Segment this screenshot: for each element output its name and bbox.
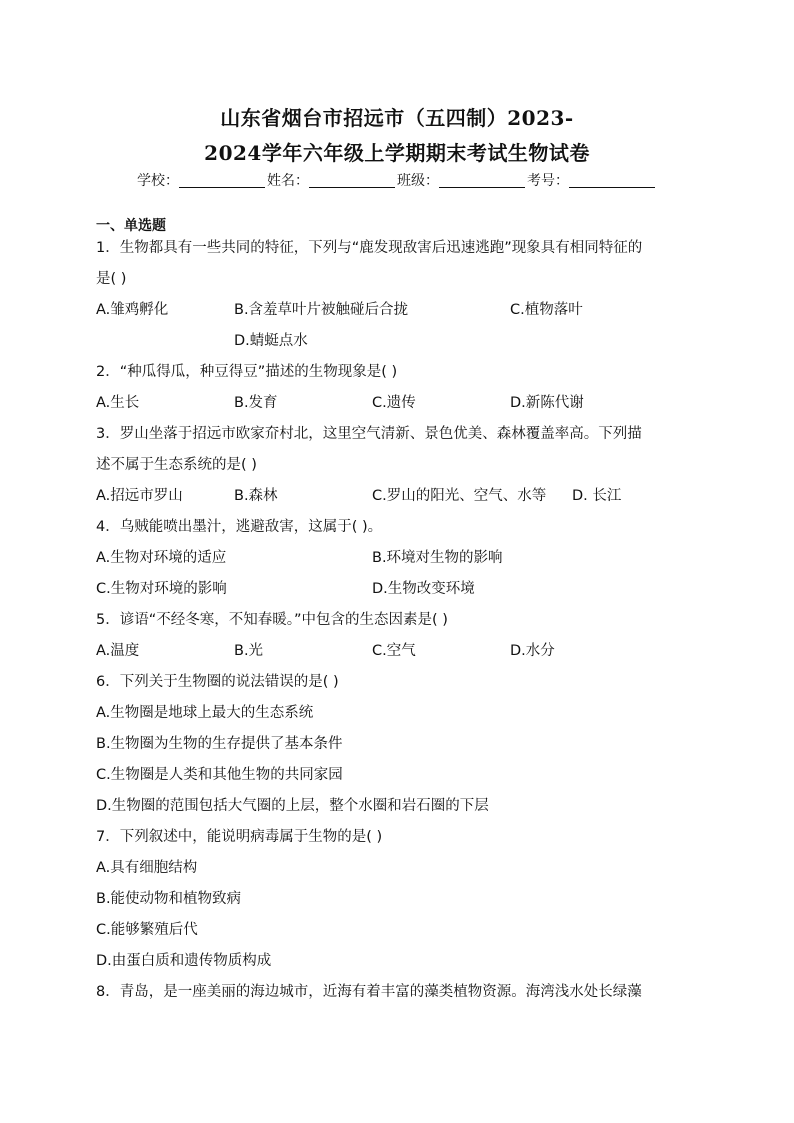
question-3-option-a: A.招远市罗山 bbox=[96, 488, 183, 504]
name-label: 姓名： bbox=[267, 173, 309, 189]
question-1-option-c: C.植物落叶 bbox=[510, 302, 583, 318]
question-7-option-c: C.能够繁殖后代 bbox=[96, 922, 198, 938]
question-6-option-b: B.生物圈为生物的生存提供了基本条件 bbox=[96, 736, 343, 752]
question-3-line-1: 3．罗山坐落于招远市欧家夼村北，这里空气清新、景色优美、森林覆盖率高。下列描 bbox=[96, 426, 642, 442]
name-blank[interactable] bbox=[309, 173, 395, 188]
question-6-line-1: 6．下列关于生物圈的说法错误的是( ) bbox=[96, 674, 339, 690]
school-blank[interactable] bbox=[179, 173, 265, 188]
question-1-option-d: D.蜻蜓点水 bbox=[234, 333, 308, 349]
question-4-line-1: 4．乌贼能喷出墨汁，逃避敌害，这属于( )。 bbox=[96, 519, 383, 535]
question-5-option-c: C.空气 bbox=[372, 643, 416, 659]
question-6-option-c: C.生物圈是人类和其他生物的共同家园 bbox=[96, 767, 343, 783]
question-5-option-a: A.温度 bbox=[96, 643, 140, 659]
question-7-option-a: A.具有细胞结构 bbox=[96, 860, 198, 876]
question-3-option-c: C.罗山的阳光、空气、水等 bbox=[372, 488, 547, 504]
exam-title-line-1: 山东省烟台市招远市（五四制）2023- bbox=[220, 106, 574, 130]
question-2-option-d: D.新陈代谢 bbox=[510, 395, 584, 411]
student-info-line bbox=[0, 170, 794, 190]
question-2-option-a: A.生长 bbox=[96, 395, 140, 411]
question-1-line-1: 1．生物都具有一些共同的特征，下列与“鹿发现敌害后迅速逃跑”现象具有相同特征的 bbox=[96, 240, 643, 256]
question-7-line-1: 7．下列叙述中，能说明病毒属于生物的是( ) bbox=[96, 829, 383, 845]
question-1-option-b: B.含羞草叶片被触碰后合拢 bbox=[234, 302, 409, 318]
question-1-line-2: 是( ) bbox=[96, 271, 127, 287]
question-2-line-1: 2．“种瓜得瓜，种豆得豆”描述的生物现象是( ) bbox=[96, 364, 398, 380]
question-6-option-d: D.生物圈的范围包括大气圈的上层，整个水圈和岩石圈的下层 bbox=[96, 798, 489, 814]
question-7-option-d: D.由蛋白质和遗传物质构成 bbox=[96, 953, 272, 969]
question-5-option-d: D.水分 bbox=[510, 643, 555, 659]
question-4-option-b: B.环境对生物的影响 bbox=[372, 550, 503, 566]
section-heading: 一、单选题 bbox=[96, 218, 166, 234]
question-4-option-c: C.生物对环境的影响 bbox=[96, 581, 227, 597]
question-2-option-c: C.遗传 bbox=[372, 395, 416, 411]
question-4-option-d: D.生物改变环境 bbox=[372, 581, 475, 597]
exam-number-label: 考号： bbox=[527, 173, 569, 189]
school-label: 学校： bbox=[137, 173, 179, 189]
question-1-option-a: A.雏鸡孵化 bbox=[96, 302, 169, 318]
question-7-option-b: B.能使动物和植物致病 bbox=[96, 891, 242, 907]
class-label: 班级： bbox=[397, 173, 439, 189]
question-3-line-2: 述不属于生态系统的是( ) bbox=[96, 457, 257, 473]
exam-number-blank[interactable] bbox=[569, 173, 655, 188]
class-blank[interactable] bbox=[439, 173, 525, 188]
question-3-option-b: B.森林 bbox=[234, 488, 278, 504]
question-2-option-b: B.发育 bbox=[234, 395, 278, 411]
question-8-line-1: 8．青岛，是一座美丽的海边城市，近海有着丰富的藻类植物资源。海湾浅水处长绿藻 bbox=[96, 984, 642, 1000]
question-4-option-a: A.生物对环境的适应 bbox=[96, 550, 227, 566]
exam-title-line-2: 2024学年六年级上学期期末考试生物试卷 bbox=[204, 141, 590, 165]
question-6-option-a: A.生物圈是地球上最大的生态系统 bbox=[96, 705, 314, 721]
question-5-option-b: B.光 bbox=[234, 643, 264, 659]
question-3-option-d: D. 长江 bbox=[572, 488, 622, 504]
question-5-line-1: 5．谚语“不经冬寒，不知春暖。”中包含的生态因素是( ) bbox=[96, 612, 448, 628]
